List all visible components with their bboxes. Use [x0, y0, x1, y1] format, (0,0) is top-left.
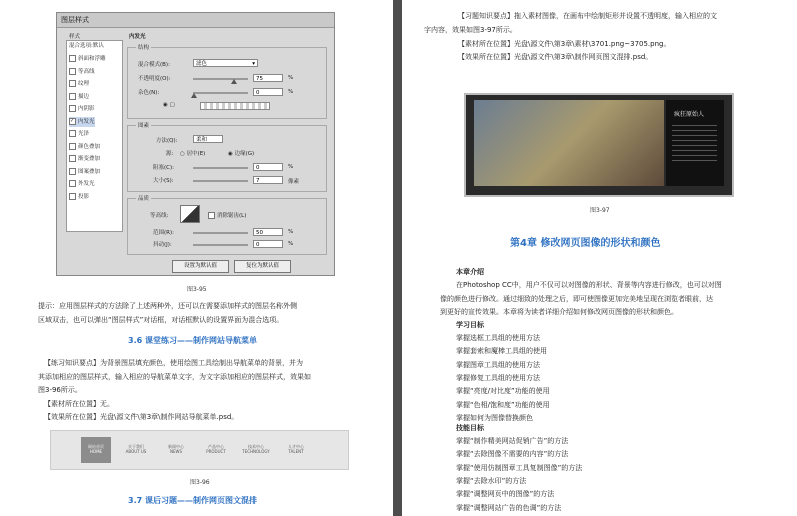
blend-mode-label: 混合模式(B): — [138, 62, 170, 68]
banner-title: 疯狂原始人 — [674, 111, 705, 118]
list-item: 掌握“去除图像不需要的内容”的方法 — [456, 450, 569, 459]
effect-item[interactable] — [69, 54, 106, 64]
styles-list — [66, 40, 123, 232]
nav-menu-label: 新闻中心 — [168, 444, 184, 449]
gradient-picker[interactable] — [200, 102, 270, 110]
checkbox-icon[interactable] — [69, 105, 76, 112]
navigation-menu-image — [50, 430, 349, 470]
list-item: 掌握如何为图像替换颜色 — [456, 413, 533, 422]
choke-label: 阻塞(C): — [153, 165, 174, 171]
effect-label: 外发光 — [78, 181, 95, 187]
choke-slider[interactable] — [193, 167, 248, 169]
nav-menu-item — [81, 437, 111, 463]
antialias-checkbox[interactable]: 消除锯齿(L) — [208, 211, 246, 219]
effect-item[interactable] — [69, 142, 100, 152]
nav-menu-item — [201, 444, 231, 454]
page-gutter — [393, 0, 402, 516]
exercise-text: 图3-96所示。 — [38, 386, 82, 394]
nav-menu-label: 技术中心 — [248, 444, 264, 449]
checkbox-icon[interactable] — [69, 68, 76, 75]
percent-sign: % — [288, 75, 294, 81]
effect-item[interactable] — [69, 79, 89, 89]
size-label: 大小(S): — [153, 178, 174, 184]
list-item: 掌握“去除水印”的方法 — [456, 476, 527, 485]
effect-label: 内发光 — [78, 118, 95, 125]
chevron-down-icon: ▾ — [252, 61, 255, 67]
layer-style-dialog — [56, 12, 335, 276]
nav-menu-item — [121, 444, 151, 454]
effect-label: 渐变叠加 — [78, 156, 101, 162]
choke-input[interactable]: 0 — [253, 163, 283, 171]
checkbox-icon[interactable] — [69, 80, 76, 87]
radio-color-icon[interactable]: ◉ ▢ — [163, 102, 175, 108]
banner-image — [464, 93, 734, 197]
effect-label: 斜面和浮雕 — [78, 56, 106, 62]
banner-text-lines — [672, 125, 717, 165]
figure-caption: 图3-96 — [190, 479, 210, 486]
blend-mode-select[interactable] — [193, 59, 258, 67]
quality-group — [127, 198, 327, 255]
percent-sign: % — [288, 89, 294, 95]
opacity-knob[interactable] — [231, 79, 237, 84]
range-input[interactable]: 50 — [253, 228, 283, 236]
chapter-title: 第4章 修改网页图像的形状和颜色 — [510, 238, 661, 249]
jitter-slider[interactable] — [193, 244, 248, 246]
list-item: 掌握“使用仿制图章工具复制图像”的方法 — [456, 463, 583, 472]
list-item: 掌握修复工具组的使用方法 — [456, 373, 540, 382]
nav-menu-sublabel: TECHNOLOGY — [242, 449, 270, 454]
checkbox-icon[interactable] — [69, 168, 76, 175]
noise-knob[interactable] — [191, 93, 197, 98]
effect-item[interactable] — [69, 67, 95, 77]
nav-menu-item — [281, 444, 311, 454]
skills-heading: 技能目标 — [456, 424, 484, 432]
list-item: 掌握“亮度/对比度”功能的使用 — [456, 387, 550, 396]
effect-label: 光泽 — [78, 131, 90, 137]
nav-menu-sublabel: PRODUCT — [206, 449, 226, 454]
px-unit: 像素 — [288, 179, 300, 185]
left-page — [0, 0, 393, 516]
effect-item[interactable] — [69, 179, 95, 189]
source-label: 源: — [166, 151, 174, 157]
list-item: 掌握套索和魔棒工具组的使用 — [456, 347, 547, 356]
section-title: 内发光 — [129, 34, 146, 40]
range-slider[interactable] — [193, 232, 248, 234]
checkbox-icon[interactable] — [69, 55, 76, 62]
effect-label: 图案叠加 — [78, 168, 101, 175]
reset-default-button[interactable]: 复位为默认值 — [234, 260, 291, 273]
list-item: 掌握“色相/饱和度”功能的使用 — [456, 400, 550, 409]
intro-text: 到更好的宣传效果。本章将为读者详细介绍如何修改网页图像的形状和颜色。 — [440, 308, 678, 316]
list-item: 掌握“调整网站广告的色调”的方法 — [456, 503, 562, 512]
movie-still-image — [474, 100, 664, 186]
figure-caption: 图3-95 — [187, 286, 207, 293]
exercise-text: 【练习知识要点】为背景图层填充颜色，使用绘图工具绘制出导航菜单的背景，并为 — [44, 359, 303, 367]
effect-label: 内阴影 — [78, 106, 95, 112]
checkbox-icon[interactable]: ✓ — [70, 117, 75, 124]
effect-item[interactable] — [69, 129, 89, 139]
opacity-label: 不透明度(O): — [138, 76, 171, 82]
effect-location: 【效果所在位置】光盘\源文件\第3章\制作网页图文混排.psd。 — [458, 53, 653, 61]
effect-label: 描边 — [78, 93, 90, 100]
source-center-radio[interactable]: ○ 居中(E) — [180, 151, 206, 157]
effect-label: 颜色叠加 — [78, 143, 101, 150]
contour-label: 等高线: — [150, 213, 169, 219]
jitter-input[interactable]: 0 — [253, 240, 283, 248]
list-item: 掌握选框工具组的使用方法 — [456, 334, 540, 342]
effect-label: 等高线 — [78, 68, 95, 75]
blend-options-item[interactable]: 混合选项:默认 — [69, 43, 104, 49]
intro-text: 像的颜色进行修改。通过细致的处理之后，即可使图像更加完美地呈现在浏览者眼前，达 — [440, 295, 713, 303]
list-item: 掌握“制作精美网站促销广告”的方法 — [456, 437, 569, 445]
exercise-text: 【习题知识要点】拖入素材图像，在画布中绘制矩形并设置不透明度，输入相应的文 — [458, 12, 717, 20]
size-slider[interactable] — [193, 180, 248, 182]
percent-sign: % — [288, 164, 294, 170]
nav-menu-item — [241, 444, 271, 454]
nav-menu-label: 人才中心 — [288, 444, 304, 449]
contour-picker[interactable] — [180, 205, 200, 223]
set-default-button[interactable]: 设置为默认值 — [172, 260, 229, 273]
nav-menu-item — [161, 444, 191, 454]
effect-label: 纹理 — [78, 81, 90, 87]
range-label: 范围(R): — [153, 230, 174, 236]
checkbox-icon[interactable] — [69, 93, 76, 100]
checkbox-icon[interactable] — [69, 155, 76, 162]
list-item: 掌握图章工具组的使用方法 — [456, 360, 540, 369]
structure-label: 结构 — [138, 45, 150, 51]
nav-menu-sublabel: TALENT — [288, 449, 304, 454]
dialog-title: 图层样式 — [57, 13, 334, 28]
tip-text-cont: 区域双击，也可以弹出“图层样式”对话框，对话框默认的设置界面为混合选项。 — [38, 316, 284, 324]
tip-text: 提示：应用图层样式的方法除了上述两种外，还可以在需要添加样式的图层名称外侧 — [38, 302, 297, 310]
noise-label: 杂色(N): — [138, 90, 160, 96]
checkbox-icon[interactable] — [69, 130, 76, 137]
goals-heading: 学习目标 — [456, 321, 484, 329]
intro-text: 在Photoshop CC中，用户不仅可以对图像的形状、背景等内容进行修改，也可以对图 — [456, 281, 722, 289]
section-heading: 3.7 课后习题——制作网页图文混排 — [128, 496, 257, 505]
list-item: 掌握“调整网页中的图像”的方法 — [456, 490, 555, 499]
nav-menu-label: 网站首页 — [88, 444, 104, 449]
checkbox-icon[interactable] — [69, 143, 76, 150]
exercise-text: 字内容，效果如图3-97所示。 — [424, 26, 517, 34]
noise-slider[interactable] — [193, 92, 248, 94]
method-label: 方法(Q): — [156, 138, 178, 144]
noise-input[interactable]: 0 — [253, 88, 283, 96]
size-input[interactable]: 7 — [253, 176, 283, 184]
nav-menu-sublabel: NEWS — [169, 449, 182, 454]
effect-item[interactable] — [69, 117, 95, 127]
jitter-label: 抖动(J): — [153, 242, 172, 248]
checkbox-icon[interactable] — [69, 193, 76, 200]
elements-group — [127, 125, 327, 192]
effect-item[interactable] — [69, 192, 89, 202]
quality-label: 品质 — [138, 196, 150, 202]
opacity-input[interactable]: 75 — [253, 74, 283, 82]
nav-menu-label: 关于我们 — [128, 444, 144, 449]
effect-item[interactable] — [69, 167, 100, 177]
effect-item[interactable] — [69, 154, 100, 164]
nav-menu-sublabel: HOME — [89, 449, 103, 454]
effect-item[interactable] — [69, 92, 89, 102]
effect-label: 投影 — [78, 193, 90, 200]
section-heading: 3.6 课堂练习——制作网站导航菜单 — [128, 336, 257, 345]
material-location: 【素材所在位置】光盘\源文件\第3章\素材\3701.png~3705.png。 — [458, 40, 671, 48]
percent-sign: % — [288, 241, 294, 247]
elements-label: 图素 — [138, 123, 150, 129]
nav-menu-label: 产品中心 — [208, 444, 224, 449]
nav-menu-sublabel: ABOUT US — [125, 449, 147, 454]
intro-heading: 本章介绍 — [456, 268, 484, 276]
percent-sign: % — [288, 229, 294, 235]
effect-location: 【效果所在位置】光盘\源文件\第3章\制作网站导航菜单.psd。 — [44, 413, 239, 421]
right-page — [402, 0, 797, 516]
banner-text-panel — [666, 100, 724, 186]
opacity-slider[interactable] — [193, 78, 248, 80]
method-select[interactable]: 柔和 — [193, 135, 223, 143]
figure-caption: 图3-97 — [590, 207, 610, 214]
effect-item[interactable] — [69, 104, 95, 114]
blend-mode-value: 滤色 — [196, 61, 208, 67]
exercise-text: 其添加相应的图层样式，输入相应的导航菜单文字，为文字添加相应的图层样式，效果如 — [38, 373, 311, 381]
styles-header: 样式 — [69, 34, 81, 40]
checkbox-icon[interactable] — [69, 180, 76, 187]
material-location: 【素材所在位置】无。 — [44, 400, 114, 408]
source-edge-radio[interactable]: ◉ 边缘(G) — [228, 151, 255, 157]
structure-group — [127, 47, 327, 119]
